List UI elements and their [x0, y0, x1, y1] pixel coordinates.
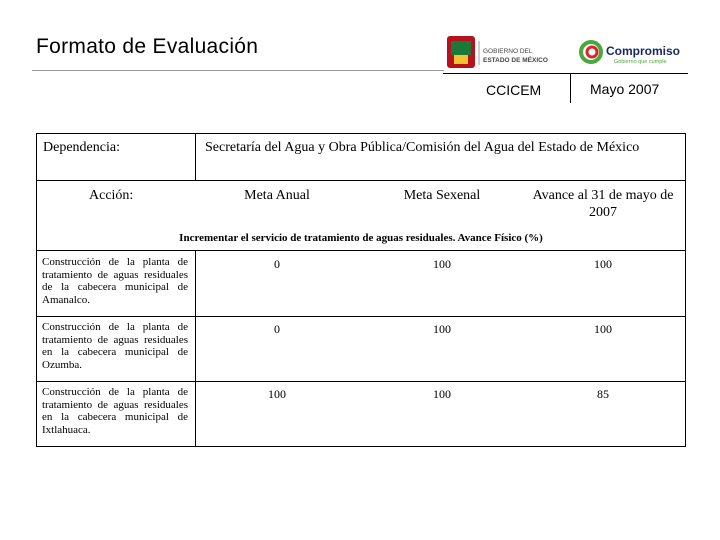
header-divider-horizontal	[443, 73, 688, 74]
row-1-avance: 100	[594, 257, 612, 271]
gob-text-line2: ESTADO DE MÉXICO	[483, 57, 548, 64]
row-1-meta-sexenal: 100	[433, 257, 451, 271]
compromiso-tagline: Gobierno que cumple	[614, 59, 667, 65]
column-divider	[195, 134, 196, 180]
compromiso-wordmark: Compromiso	[606, 44, 681, 58]
report-date: Mayo 2007	[590, 81, 660, 97]
row-1-meta-anual: 0	[274, 257, 280, 271]
unit-label: CCICEM	[486, 82, 542, 98]
page-title: Formato de Evaluación	[36, 35, 259, 58]
row-divider	[37, 250, 685, 251]
row-2-meta-anual: 0	[274, 322, 280, 336]
column-header-meta-sexenal: Meta Sexenal	[403, 188, 481, 203]
row-1-accion: Construcción de la planta de tratamiento de aguas residuales de la cabecera municipal de Amanalco.	[42, 256, 188, 306]
column-divider	[195, 250, 196, 446]
title-divider	[32, 70, 444, 71]
dependencia-label: Dependencia:	[43, 140, 120, 155]
row-3-meta-sexenal: 100	[433, 387, 451, 401]
column-header-avance: Avance al 31 de mayo de 2007	[532, 188, 674, 220]
column-header-meta-anual: Meta Anual	[244, 188, 310, 203]
row-divider	[37, 381, 685, 382]
evaluation-table	[36, 133, 686, 447]
indicator-label: Incrementar el servicio de tratamiento de aguas residuales. Avance Físico (%)	[179, 232, 543, 244]
row-2-meta-sexenal: 100	[433, 322, 451, 336]
row-divider	[37, 180, 685, 181]
gobierno-estado-mexico-logo	[443, 33, 563, 73]
row-2-accion: Construcción de la planta de tratamiento de aguas residuales en la cabecera municipal de Ozumba.	[42, 321, 188, 371]
coat-of-arms-base	[454, 55, 468, 64]
row-3-accion: Construcción de la planta de tratamiento de aguas residuales en la cabecera municipal de Ixtlahuaca.	[42, 386, 188, 436]
gob-text-line1: GOBIERNO DEL	[483, 48, 533, 55]
row-2-avance: 100	[594, 322, 612, 336]
row-3-meta-anual: 100	[268, 387, 286, 401]
compromiso-logo	[578, 38, 688, 68]
dependencia-value: Secretaría del Agua y Obra Pública/Comisión del Agua del Estado de México	[205, 140, 640, 155]
compromiso-ring-inner	[587, 47, 597, 57]
coat-of-arms-center	[451, 41, 471, 55]
row-3-avance: 85	[597, 387, 609, 401]
header-divider-vertical	[570, 73, 571, 103]
accion-label: Acción:	[89, 188, 134, 203]
row-divider	[37, 316, 685, 317]
